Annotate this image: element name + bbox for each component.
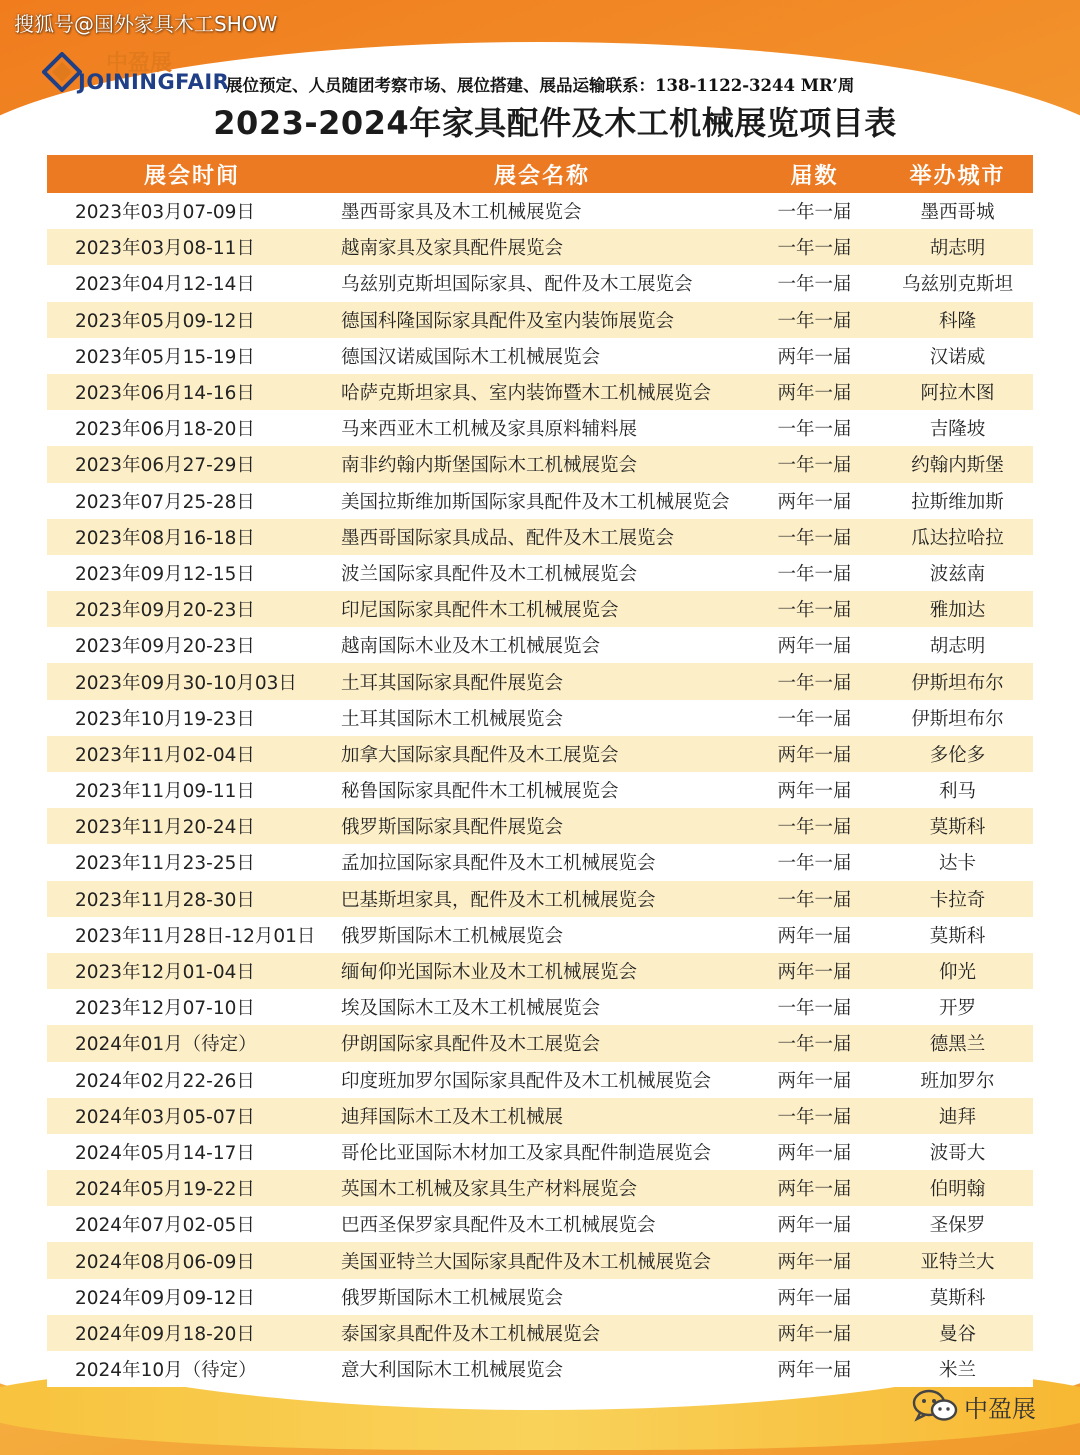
exhibition-table: [47, 155, 1033, 1387]
cell-name: 巴西圣保罗家具配件及木工机械展览会: [337, 1206, 747, 1242]
cell-name: 土耳其国际家具配件展览会: [337, 663, 747, 699]
table-row: [47, 808, 1033, 844]
table-row: [47, 736, 1033, 772]
cell-frequency: 两年一届: [747, 1206, 882, 1242]
table-row: [47, 446, 1033, 482]
table-row: [47, 1206, 1033, 1242]
header-date: 展会时间: [47, 155, 337, 193]
cell-date: 2023年05月15-19日: [47, 338, 337, 374]
cell-name: 泰国家具配件及木工机械展览会: [337, 1315, 747, 1351]
table-row: [47, 1242, 1033, 1278]
header-frequency: 届数: [747, 155, 882, 193]
cell-name: 波兰国际家具配件及木工机械展览会: [337, 555, 747, 591]
cell-city: 莫斯科: [882, 1279, 1033, 1315]
cell-frequency: 两年一届: [747, 1242, 882, 1278]
cell-frequency: 一年一届: [747, 808, 882, 844]
cell-date: 2023年05月09-12日: [47, 302, 337, 338]
cell-frequency: 一年一届: [747, 663, 882, 699]
table-header-row: [47, 155, 1033, 193]
cell-city: 阿拉木图: [882, 374, 1033, 410]
cell-date: 2023年10月19-23日: [47, 700, 337, 736]
cell-date: 2023年11月28-30日: [47, 881, 337, 917]
table-row: [47, 1351, 1033, 1387]
table-row: [47, 193, 1033, 229]
cell-name: 印尼国际家具配件木工机械展览会: [337, 591, 747, 627]
cell-city: 达卡: [882, 844, 1033, 880]
table-row: [47, 844, 1033, 880]
cell-date: 2023年11月28日-12月01日: [47, 917, 337, 953]
cell-date: 2023年03月08-11日: [47, 229, 337, 265]
logo-mark-icon: [42, 52, 82, 92]
header-city: 举办城市: [882, 155, 1033, 193]
cell-frequency: 一年一届: [747, 446, 882, 482]
cell-city: 乌兹别克斯坦: [882, 265, 1033, 301]
cell-date: 2023年12月07-10日: [47, 989, 337, 1025]
cell-name: 俄罗斯国际木工机械展览会: [337, 917, 747, 953]
logo: [42, 48, 230, 96]
cell-date: 2023年09月20-23日: [47, 591, 337, 627]
cell-name: 德国科隆国际家具配件及室内装饰展览会: [337, 302, 747, 338]
cell-city: 伊斯坦布尔: [882, 700, 1033, 736]
cell-date: 2023年04月12-14日: [47, 265, 337, 301]
cell-frequency: 两年一届: [747, 1351, 882, 1387]
cell-city: 吉隆坡: [882, 410, 1033, 446]
cell-date: 2024年05月19-22日: [47, 1170, 337, 1206]
cell-name: 俄罗斯国际家具配件展览会: [337, 808, 747, 844]
cell-city: 拉斯维加斯: [882, 483, 1033, 519]
cell-city: 伊斯坦布尔: [882, 663, 1033, 699]
table-row: [47, 1062, 1033, 1098]
cell-city: 瓜达拉哈拉: [882, 519, 1033, 555]
cell-name: 哥伦比亚国际木材加工及家具配件制造展览会: [337, 1134, 747, 1170]
table-row: [47, 555, 1033, 591]
cell-city: 墨西哥城: [882, 193, 1033, 229]
cell-city: 约翰内斯堡: [882, 446, 1033, 482]
cell-date: 2023年06月14-16日: [47, 374, 337, 410]
cell-frequency: 两年一届: [747, 917, 882, 953]
cell-frequency: 两年一届: [747, 374, 882, 410]
table-row: [47, 483, 1033, 519]
table-row: [47, 410, 1033, 446]
cell-name: 美国亚特兰大国际家具配件及木工机械展览会: [337, 1242, 747, 1278]
cell-name: 美国拉斯维加斯国际家具配件及木工机械展览会: [337, 483, 747, 519]
cell-date: 2024年07月02-05日: [47, 1206, 337, 1242]
cell-frequency: 两年一届: [747, 627, 882, 663]
table-row: [47, 1170, 1033, 1206]
cell-city: 雅加达: [882, 591, 1033, 627]
table-row: [47, 265, 1033, 301]
cell-name: 俄罗斯国际木工机械展览会: [337, 1279, 747, 1315]
table-row: [47, 338, 1033, 374]
cell-frequency: 两年一届: [747, 1279, 882, 1315]
cell-name: 越南家具及家具配件展览会: [337, 229, 747, 265]
cell-date: 2023年08月16-18日: [47, 519, 337, 555]
cell-frequency: 一年一届: [747, 193, 882, 229]
cell-city: 波哥大: [882, 1134, 1033, 1170]
cell-city: 米兰: [882, 1351, 1033, 1387]
cell-frequency: 一年一届: [747, 410, 882, 446]
cell-date: 2024年09月09-12日: [47, 1279, 337, 1315]
cell-name: 乌兹别克斯坦国际家具、配件及木工展览会: [337, 265, 747, 301]
cell-date: 2024年08月06-09日: [47, 1242, 337, 1278]
cell-name: 缅甸仰光国际木业及木工机械展览会: [337, 953, 747, 989]
cell-frequency: 两年一届: [747, 953, 882, 989]
table-row: [47, 663, 1033, 699]
cell-date: 2023年07月25-28日: [47, 483, 337, 519]
cell-city: 开罗: [882, 989, 1033, 1025]
cell-name: 马来西亚木工机械及家具原料辅料展: [337, 410, 747, 446]
cell-name: 迪拜国际木工及木工机械展: [337, 1098, 747, 1134]
cell-frequency: 一年一届: [747, 519, 882, 555]
cell-frequency: 一年一届: [747, 555, 882, 591]
table-row: [47, 989, 1033, 1025]
cell-city: 莫斯科: [882, 917, 1033, 953]
cell-frequency: 一年一届: [747, 844, 882, 880]
cell-date: 2023年11月23-25日: [47, 844, 337, 880]
cell-date: 2023年09月12-15日: [47, 555, 337, 591]
cell-frequency: 一年一届: [747, 591, 882, 627]
table-row: [47, 1025, 1033, 1061]
cell-frequency: 两年一届: [747, 1315, 882, 1351]
cell-city: 德黑兰: [882, 1025, 1033, 1061]
cell-frequency: 一年一届: [747, 989, 882, 1025]
table-row: [47, 1279, 1033, 1315]
cell-date: 2023年11月20-24日: [47, 808, 337, 844]
cell-name: 加拿大国际家具配件及木工展览会: [337, 736, 747, 772]
cell-name: 意大利国际木工机械展览会: [337, 1351, 747, 1387]
cell-city: 曼谷: [882, 1315, 1033, 1351]
cell-frequency: 两年一届: [747, 483, 882, 519]
cell-name: 墨西哥国际家具成品、配件及木工展览会: [337, 519, 747, 555]
cell-city: 胡志明: [882, 627, 1033, 663]
cell-date: 2024年03月05-07日: [47, 1098, 337, 1134]
cell-date: 2023年06月18-20日: [47, 410, 337, 446]
cell-date: 2023年09月20-23日: [47, 627, 337, 663]
table-row: [47, 1098, 1033, 1134]
cell-frequency: 一年一届: [747, 265, 882, 301]
cell-name: 哈萨克斯坦家具、室内装饰暨木工机械展览会: [337, 374, 747, 410]
table-row: [47, 700, 1033, 736]
cell-city: 胡志明: [882, 229, 1033, 265]
contact-line: 展位预定、人员随团考察市场、展位搭建、展品运输联系：138-1122-3244 MR’周: [226, 76, 855, 95]
logo-chinese-text: 中盈展: [106, 51, 173, 76]
cell-date: 2023年11月02-04日: [47, 736, 337, 772]
cell-frequency: 两年一届: [747, 1134, 882, 1170]
cell-name: 德国汉诺威国际木工机械展览会: [337, 338, 747, 374]
cell-city: 多伦多: [882, 736, 1033, 772]
table-row: [47, 881, 1033, 917]
cell-date: 2024年02月22-26日: [47, 1062, 337, 1098]
cell-frequency: 两年一届: [747, 1170, 882, 1206]
cell-frequency: 两年一届: [747, 1062, 882, 1098]
cell-date: 2024年05月14-17日: [47, 1134, 337, 1170]
watermark: 搜狐号@国外家具木工SHOW: [14, 12, 278, 36]
cell-city: 迪拜: [882, 1098, 1033, 1134]
cell-date: 2024年01月（待定）: [47, 1025, 337, 1061]
table-row: [47, 772, 1033, 808]
table-row: [47, 229, 1033, 265]
cell-city: 圣保罗: [882, 1206, 1033, 1242]
cell-frequency: 一年一届: [747, 1025, 882, 1061]
table-row: [47, 519, 1033, 555]
cell-date: 2024年10月（待定）: [47, 1351, 337, 1387]
cell-name: 英国木工机械及家具生产材料展览会: [337, 1170, 747, 1206]
cell-city: 莫斯科: [882, 808, 1033, 844]
table-row: [47, 1315, 1033, 1351]
cell-city: 班加罗尔: [882, 1062, 1033, 1098]
cell-frequency: 两年一届: [747, 338, 882, 374]
cell-name: 埃及国际木工及木工机械展览会: [337, 989, 747, 1025]
cell-frequency: 一年一届: [747, 302, 882, 338]
cell-name: 孟加拉国际家具配件及木工机械展览会: [337, 844, 747, 880]
cell-date: 2023年06月27-29日: [47, 446, 337, 482]
cell-date: 2023年03月07-09日: [47, 193, 337, 229]
cell-frequency: 一年一届: [747, 700, 882, 736]
cell-date: 2023年11月09-11日: [47, 772, 337, 808]
cell-name: 伊朗国际家具配件及木工展览会: [337, 1025, 747, 1061]
table-row: [47, 374, 1033, 410]
cell-name: 印度班加罗尔国际家具配件及木工机械展览会: [337, 1062, 747, 1098]
cell-city: 卡拉奇: [882, 881, 1033, 917]
cell-frequency: 一年一届: [747, 881, 882, 917]
table-row: [47, 302, 1033, 338]
cell-name: 秘鲁国际家具配件木工机械展览会: [337, 772, 747, 808]
footer-brand-text: 中盈展: [964, 1394, 1036, 1423]
wechat-icon: [912, 1388, 958, 1424]
cell-date: 2024年09月18-20日: [47, 1315, 337, 1351]
cell-city: 波兹南: [882, 555, 1033, 591]
logo-english-text: JOININGFAIR: [78, 70, 230, 94]
page-title: 2023-2024年家具配件及木工机械展览项目表: [213, 104, 897, 142]
table-row: [47, 917, 1033, 953]
cell-city: 伯明翰: [882, 1170, 1033, 1206]
cell-city: 汉诺威: [882, 338, 1033, 374]
cell-city: 亚特兰大: [882, 1242, 1033, 1278]
cell-name: 南非约翰内斯堡国际木工机械展览会: [337, 446, 747, 482]
cell-name: 越南国际木业及木工机械展览会: [337, 627, 747, 663]
table-row: [47, 627, 1033, 663]
cell-name: 巴基斯坦家具，配件及木工机械展览会: [337, 881, 747, 917]
header-name: 展会名称: [337, 155, 747, 193]
cell-date: 2023年12月01-04日: [47, 953, 337, 989]
cell-date: 2023年09月30-10月03日: [47, 663, 337, 699]
table-row: [47, 591, 1033, 627]
cell-name: 墨西哥家具及木工机械展览会: [337, 193, 747, 229]
cell-frequency: 一年一届: [747, 1098, 882, 1134]
cell-city: 仰光: [882, 953, 1033, 989]
table-row: [47, 1134, 1033, 1170]
cell-city: 利马: [882, 772, 1033, 808]
cell-name: 土耳其国际木工机械展览会: [337, 700, 747, 736]
cell-city: 科隆: [882, 302, 1033, 338]
table-row: [47, 953, 1033, 989]
footer-brand: [912, 1388, 1036, 1424]
cell-frequency: 一年一届: [747, 229, 882, 265]
cell-frequency: 两年一届: [747, 772, 882, 808]
cell-frequency: 两年一届: [747, 736, 882, 772]
